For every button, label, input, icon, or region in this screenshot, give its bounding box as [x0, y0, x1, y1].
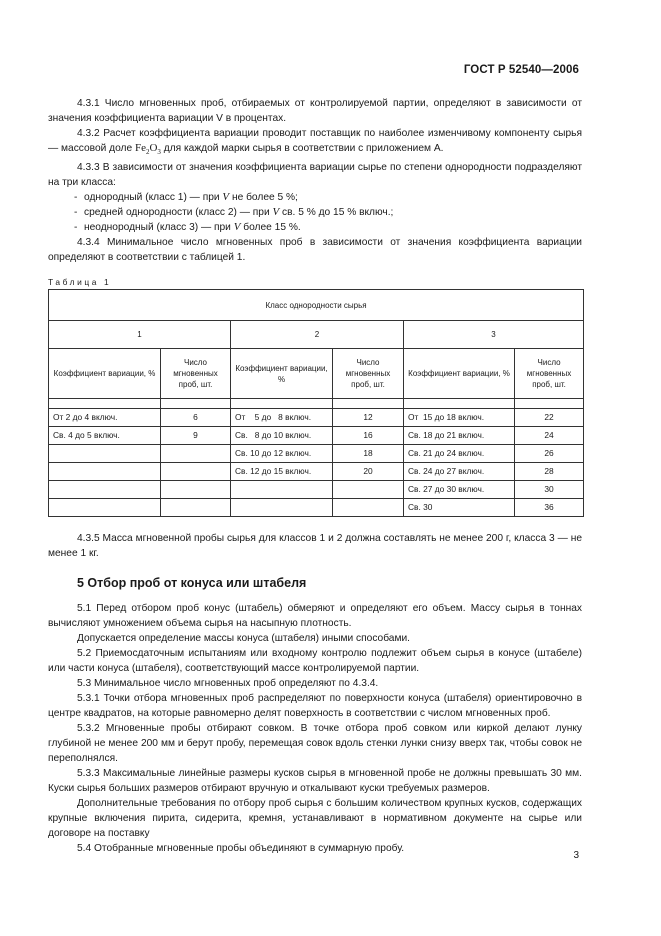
paragraph-5-3-2: 5.3.2 Мгновенные пробы отбирают совком. В точке отбора проб совком или киркой делают лунку глубиной не менее 200 мм и берут пробу, перемещая совок вдоль стенки лунки снизу вверх так, чтобы совок не переполнялся.	[48, 723, 582, 765]
class-header-1: 1	[49, 321, 231, 349]
paragraph-4-3-2: 4.3.2 Расчет коэффициента вариации проводит поставщик по наиболее изменчивому компоненту сырья — массовой доле $Fe_2O_3$ для каждой марки сырья в соответствии с приложением А.	[48, 128, 582, 157]
table-cell: Св. 27 до 30 включ.	[404, 481, 515, 499]
table-cell	[49, 499, 161, 517]
column-header-coefficient: Коэффициент вариации, %	[49, 349, 161, 399]
paragraph-5-3: 5.3 Минимальное число мгновенных проб определяют по 4.3.4.	[77, 678, 379, 690]
table-cell: Св. 12 до 15 включ.	[231, 463, 333, 481]
table-row	[49, 409, 584, 427]
paragraph-5-1-note: Допускается определение массы конуса (штабеля) иными способами.	[77, 633, 410, 645]
column-header-count: Число мгновенных проб, шт.	[161, 349, 231, 399]
table-cell: От 15 до 18 включ.	[404, 409, 515, 427]
table-cell: 16	[333, 427, 404, 445]
table-cell	[49, 463, 161, 481]
paragraph-5-4: 5.4 Отобранные мгновенные пробы объединяют в суммарную пробу.	[77, 843, 405, 855]
table-cell	[49, 481, 161, 499]
table-cell: 30	[515, 481, 584, 499]
page-number: 3	[573, 850, 579, 861]
table-spacer-row	[49, 399, 584, 409]
table-cell: 22	[515, 409, 584, 427]
table-cell: Св. 21 до 24 включ.	[404, 445, 515, 463]
paragraph-5-1: 5.1 Перед отбором проб конус (штабель) обмеряют и определяют его объем. Массу сырья в тоннах вычисляют умножением объема сырья на насыпную плотность.	[48, 603, 582, 630]
table-row	[49, 499, 584, 517]
sampling-table	[48, 289, 584, 517]
formula-fe2o3: $Fe_2O_3$	[134, 142, 161, 157]
table-cell	[333, 481, 404, 499]
table-cell: 28	[515, 463, 584, 481]
table-row	[49, 427, 584, 445]
paragraph-4-3-3: 4.3.3 В зависимости от значения коэффициента вариации сырье по степени однородности подразделяют на три класса:	[48, 162, 582, 189]
table-cell: 36	[515, 499, 584, 517]
table-cell: 9	[161, 427, 231, 445]
table-cell	[161, 499, 231, 517]
table-cell: Св. 10 до 12 включ.	[231, 445, 333, 463]
document-header: ГОСТ Р 52540—2006	[463, 64, 579, 76]
paragraph-5-3-3-extra: Дополнительные требования по отбору проб сырья с большим количеством крупных кусков, содержащих крупные включения пирита, сидерита, кремня, устанавливают в нормативном документе на сырье или договоре на поставку	[48, 798, 582, 840]
table-cell: Св. 30	[404, 499, 515, 517]
table-cell: 26	[515, 445, 584, 463]
paragraph-4-3-5: 4.3.5 Масса мгновенной пробы сырья для классов 1 и 2 должна составлять не менее 200 г, класса 3 — не менее 1 кг.	[48, 533, 582, 560]
column-header-count: Число мгновенных проб, шт.	[515, 349, 584, 399]
table-cell	[231, 481, 333, 499]
table-cell: Св. 24 до 27 включ.	[404, 463, 515, 481]
table-cell: Св. 8 до 10 включ.	[231, 427, 333, 445]
paragraph-5-3-1: 5.3.1 Точки отбора мгновенных проб распределяют по поверхности конуса (штабеля) ориентировочно в центре квадратов, на которые равномерно делят поверхность в соответствии с числом мгновенных проб.	[48, 693, 582, 720]
table-cell: Св. 18 до 21 включ.	[404, 427, 515, 445]
table-cell: 18	[333, 445, 404, 463]
table-cell: От 5 до 8 включ.	[231, 409, 333, 427]
paragraph-4-3-1: 4.3.1 Число мгновенных проб, отбираемых от контролируемой партии, определяют в зависимости от значения коэффициента вариации V в процентах.	[48, 98, 582, 124]
table-cell	[161, 463, 231, 481]
column-header-coefficient: Коэффициент вариации, %	[404, 349, 515, 399]
dash-item-class-2: - средней однородности (класс 2) — при V св. 5 % до 15 % включ.;	[74, 206, 394, 219]
table-cell	[161, 445, 231, 463]
table-cell: 6	[161, 409, 231, 427]
dash-item-class-3: - неоднородный (класс 3) — при V более 15 %.	[74, 221, 301, 234]
table-title: Класс однородности сырья	[49, 290, 584, 321]
table-cell	[333, 499, 404, 517]
section-title: 5 Отбор проб от конуса или штабеля	[77, 576, 307, 591]
table-cell: Св. 4 до 5 включ.	[49, 427, 161, 445]
table-cell: 12	[333, 409, 404, 427]
column-header-coefficient: Коэффициент вариации, %	[231, 349, 333, 399]
table-row	[49, 481, 584, 499]
table-cell: 24	[515, 427, 584, 445]
table-cell: 20	[333, 463, 404, 481]
table-row	[49, 445, 584, 463]
class-header-2: 2	[231, 321, 404, 349]
table-cell: От 2 до 4 включ.	[49, 409, 161, 427]
paragraph-5-2: 5.2 Приемосдаточным испытаниям или входному контролю подлежит объем сырья в конусе (штабеле) или части конуса (штабеля), соответствующий массе контролируемой партии.	[48, 648, 582, 675]
class-header-3: 3	[404, 321, 584, 349]
table-cell	[161, 481, 231, 499]
table-caption: Таблица 1	[48, 277, 112, 288]
table-row	[49, 463, 584, 481]
document-body	[48, 96, 582, 856]
dash-item-class-1: - однородный (класс 1) — при V не более 5 %;	[74, 191, 298, 204]
paragraph-5-3-3: 5.3.3 Максимальные линейные размеры кусков сырья в мгновенной пробе не должны превышать 30 мм. Куски сырья больших размеров отбирают вручную и откалывают куски требуемых размеров.	[48, 768, 582, 795]
table-cell	[231, 499, 333, 517]
paragraph-4-3-4: 4.3.4 Минимальное число мгновенных проб в зависимости от значения коэффициента вариации определяют в соответствии с таблицей 1.	[48, 237, 582, 264]
column-header-count: Число мгновенных проб, шт.	[333, 349, 404, 399]
table-cell	[49, 445, 161, 463]
